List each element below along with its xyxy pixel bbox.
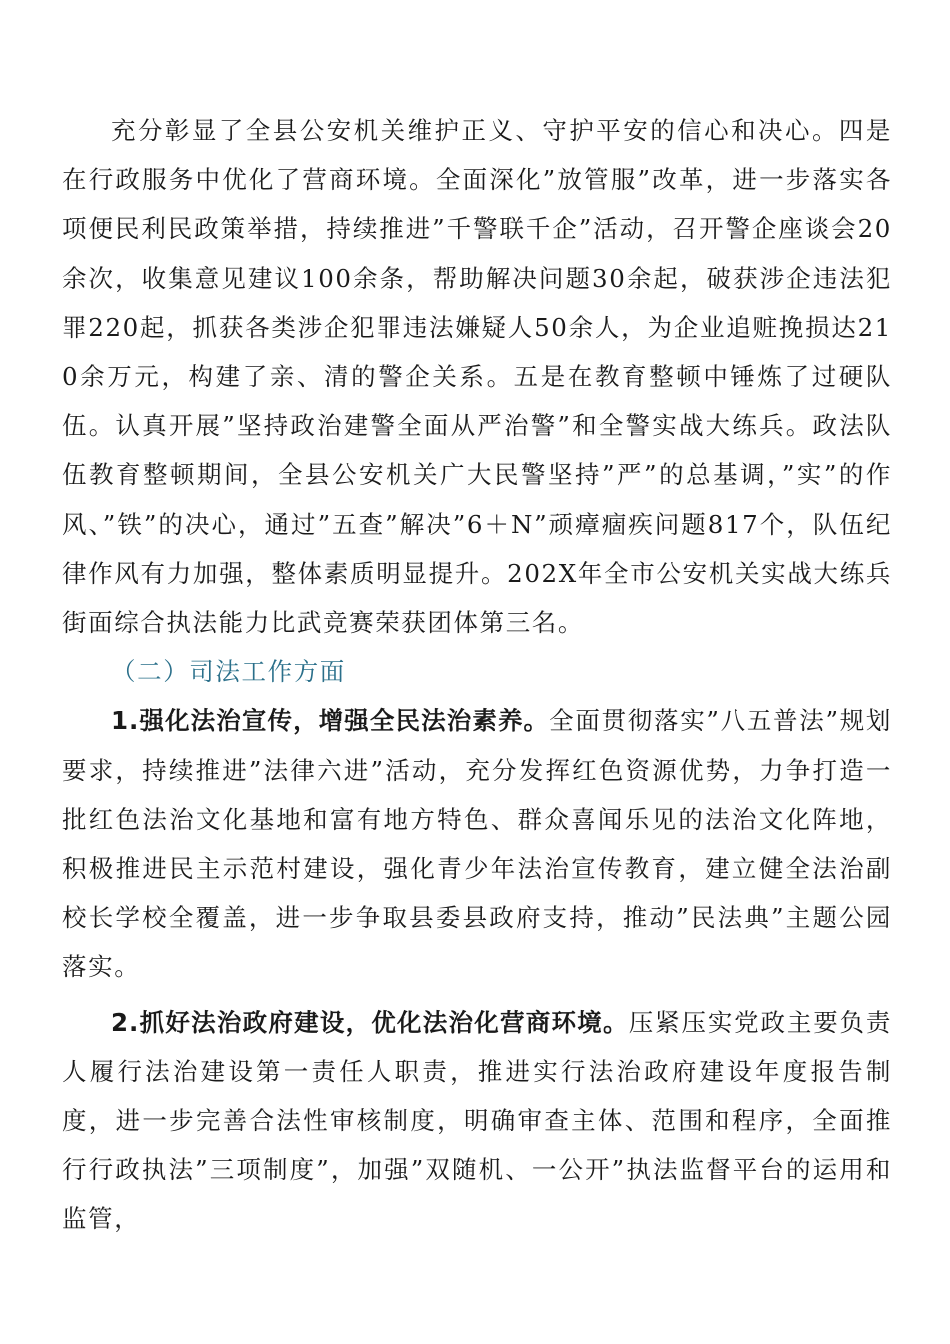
item-lead-title: 1.强化法治宣传，增强全民法治素养。: [111, 706, 550, 736]
body-paragraph: 充分彰显了全县公安机关维护正义、守护平安的信心和决心。四是在行政服务中优化了营商环境。全面深化”放管服”改革，进一步落实各项便民利民政策举措，持续推进”千警联千企”活动，召开警企座谈会20余次，收集意见建议100余条，帮助解决问题30余起，破获涉企违法犯罪220起，抓获各类涉企犯罪违法嫌疑人50余人，为企业追赃挽损达210余万元，构建了亲、清的警企关系。五是在教育整顿中锤炼了过硬队伍。认真开展”坚持政治建警全面从严治警”和全警实战大练兵。政法队伍教育整顿期间，全县公安机关广大民警坚持”严”的总基调，”实”的作风、”铁”的决心，通过”五查”解决”6＋N”顽瘴痼疾问题817个，队伍纪律作风有力加强，整体素质明显提升。202X年全市公安机关实战大练兵街面综合执法能力比武竞赛荣获团体第三名。: [62, 116, 892, 638]
item-lead-title: 2.抓好法治政府建设，优化法治化营商环境。: [111, 1007, 629, 1037]
numbered-item: [62, 696, 892, 991]
document-body: [62, 106, 892, 1244]
numbered-item: [62, 998, 892, 1244]
section-heading: （二）司法工作方面: [111, 657, 346, 687]
item-body-text: 全面贯彻落实”八五普法”规划要求，持续推进”法律六进”活动，充分发挥红色资源优势，力争打造一批红色法治文化基地和富有地方特色、群众喜闻乐见的法治文化阵地，积极推进民主示范村建设，强化青少年法治宣传教育，建立健全法治副校长学校全覆盖，进一步争取县委县政府支持，推动”民法典”主题公园落实。: [62, 706, 893, 982]
item-body-text: 压紧压实党政主要负责人履行法治建设第一责任人职责，推进实行法治政府建设年度报告制度，进一步完善合法性审核制度，明确审查主体、范围和程序，全面推行行政执法”三项制度”，加强”双随机、一公开”执法监督平台的运用和监管，: [62, 1007, 892, 1234]
